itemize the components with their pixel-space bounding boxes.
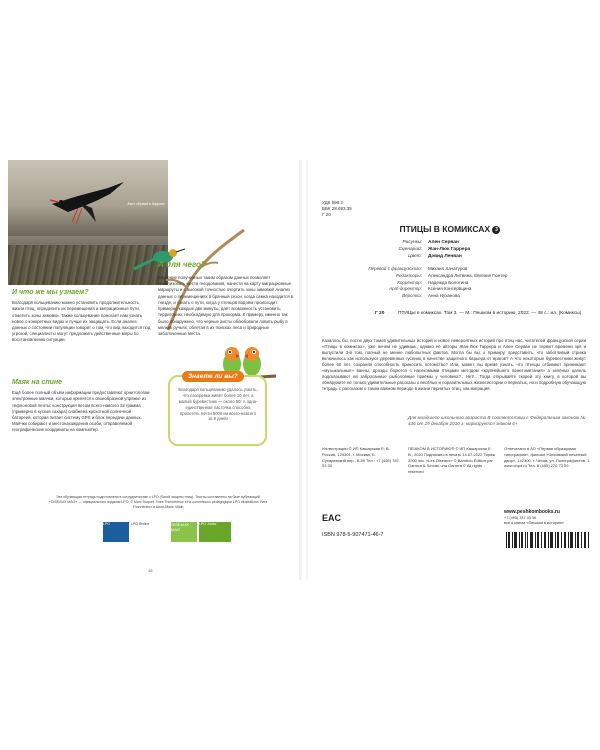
book-spread: [8, 160, 592, 580]
section-back-heading: Маяк на спине: [12, 379, 63, 386]
staff-row: Перевод с французского: Михаил Хачатуров: [368, 266, 468, 271]
udk-code: УДК 598.2: [322, 200, 343, 205]
section-back-text: Ещё более полный объём информации предоставляют орнитологам электронные маячки, которые крепятся к своеобразной упряжке из тефлоновой ленты; конструкция весом всего-навсего 32 грамма (примерно 6 кусков сахара) снабжена крохотной солнечной батареей, которая питает систему GPS и блок передачи данных. Маячки собирают и местонахождения особи, отправляемой географические координаты на компьютер.: [12, 390, 150, 433]
staff-credits: [318, 266, 588, 300]
eac-mark: EAC: [322, 513, 342, 523]
bbk-code: ББК 28.693.35: [322, 206, 352, 212]
lpo-logo: LPO: [103, 522, 129, 542]
publisher-note: все о книгах «Пешком в историю»: [504, 521, 565, 526]
acknowledgement: Эта обучающая тетрадь подготовлена в сотрудничестве с LPO (Лигой защиты птиц). Тексты составлены на базе публикаций «OISEAUX MAG» — официального издания LPO. © Marc Duquet, Yves Thonnérieux et la commission pédagogique LPO Illustrations Yves Thonnérieux и Anne-Marie Vilain: [48, 495, 268, 509]
imprint-col-2: ПЕШКОМ В ИСТОРИЮ® © ИП Кашарская Е. В., 2020 Подписано в печать 14.07.2022 Тираж 2000 экз. «Les Oiseaux» © Bamboo Édition par Garrera & Servan чна Garrera © All rights reserved: [408, 446, 496, 475]
page-number: 48: [148, 568, 153, 573]
credit-row: Цвет: Дэвид Ленван: [408, 253, 462, 259]
section-why-heading: А для чего?: [158, 260, 206, 269]
volume-badge: 3: [492, 226, 500, 234]
section-why: [158, 275, 296, 339]
imprint-col-3: Отпечатано в АО «Первая образцовая типография», филиал «Чеховский печатный двор», 142300, г. Чехов, ул. Полиграфистов, 1 www.chpd.ru Тел. 8 (495) 270 73 59: [504, 446, 590, 469]
left-page: [8, 160, 300, 580]
biblio-entry: ПТИЦЫ в комиксах. Том 3. — М.: Пешком в историю, 2022. — 48 с.: ил. (Комиксы): [398, 311, 582, 316]
section-what-text: Благодаря кольцеванию можно установить продолжительность жизни птиц, определить их перемещения и миграционные пути, отметить зоны зимовки. Также кольцевание помогает нам узнать новое о конкретных видах и лучше их защищать. Если анализ данных о состоянии популяции говорит о том, что вид находится под угрозой, специалисты могут предложить действенные меры по восстановлению ситуации.: [12, 300, 151, 343]
section-why-text: Изучение полученных таким образом данных позволяет локализовать места гнездования, нанести на карту миграционные маршруты и с высокой точностью очертить зоны зимовки! Анализ данных о перемещениях в брачный сезон, когда самка находится в гнезде, и узнать о пути, когда у птенцов водоём происходит примерно каждые две минуты, даёт возможность установить территорию, необходимую для прокорма. К примеру, именно так было обнаружено, что черные аисты облюбовали ловить рыбу в мелких ручьях, облетая в их поисках леса и природные заболоченные места.: [158, 275, 294, 336]
staff-row: Арт-директор: Ксения Консервцина: [389, 286, 472, 292]
credit-row: Сценарий: Жан-Люк Гаррера: [398, 246, 471, 252]
lpo-rhone-logo: LPO Rhône: [131, 522, 150, 526]
bee-eater-illustration: [128, 235, 188, 280]
author-code: Г 20: [322, 212, 331, 218]
publisher-info: [504, 509, 592, 527]
staff-row: Корректор: Надежда Болотина: [397, 279, 469, 285]
stork-illustration: [48, 178, 128, 233]
credit-row: Рисунки: Ален Серван: [402, 240, 459, 245]
did-you-know-box: [168, 375, 267, 446]
oiseaux-mag-logo: OISEAUX MAG: [171, 522, 197, 542]
section-what-heading: И что же мы узнаем?: [12, 289, 89, 296]
section-what: [12, 288, 152, 346]
section-back: [12, 378, 152, 436]
right-page: [308, 160, 592, 580]
partner-logos: [103, 522, 253, 542]
staff-row: Вёрстка: Анна Нуханова: [402, 293, 460, 298]
isbn: ISBN 978-5-907471-46-7: [322, 532, 384, 538]
did-you-know-text: Благодаря кольцеванию удалось узнать, что лазоревка живёт более 10 лет, а малый буревестник — около 50! А одна-единственная ласточка способна пролететь почти 5000 км всего-навсего за 8 дней!: [178, 387, 258, 422]
barcode-icon: [504, 532, 592, 550]
book-title: [308, 224, 592, 234]
main-credits: [318, 240, 588, 261]
biblio-code: Г 20: [375, 311, 385, 316]
age-rating-note: Для младшего школьного возраста В соответствии с Федеральным законом № 436 от 29 декабря 2010 г. маркируется знаком 6+: [408, 415, 586, 427]
classification-codes: [322, 200, 352, 218]
imprint-col-1: Иллюстрации © ИП Кашарская Е. В. Россия, 129301, г. Москва, Б. Сухаревский пер., 6-39 Тел.: +7 (495) 787 03 30: [322, 446, 399, 469]
staff-row: Редакторы: Александра Литвина, Евгения Гюнтер: [396, 272, 508, 278]
book-title-text: ПТИЦЫ В КОМИКСАХ: [399, 224, 491, 234]
imprint-block: [322, 446, 592, 506]
book-annotation: Казалось бы, после двух томов удивительных историй и новое невероятных историй про птиц нас, читателей французской серии «Птицы в комиксах», уже ничем не удивишь, однако её авторы Жан-Люк Гаррера и Ален Серван не теряют времени зря и выпустили 3-й том, полный не менее любопытных фактов. Могла бы вы, к примеру, представить, что заботливый стрижа включилось как используют деревянных гусениц в качестве защитного барьера от врагов? А что некоторые буревестники живут более 60 лет, сохраняя способность приносить потомство? Или, может, вы время узнать, что птенцы отбивают принимают «музыкальные» ванны, дрозды борются с насекомыми птицами методом «крупнейшего пометометания» а зелёных цапель подсказывают ей забросанные рыболовные приёмы у человека?.. Нет!.. Тогда открывайте скорей эту книгу, в которой вы обнаружите не только удивительные рассказы о весёлых и поразительных жизни истории о пернатых, но и подробную обучающую тетрадь с рассказом о таком важном периоде в жизни пернатых птиц, как миграция.: [322, 338, 586, 392]
lpo-junior-logo: LPO Junior: [199, 522, 231, 542]
section-why-heading-wrap: [158, 259, 216, 273]
publisher-phone: +7 (495) 787 03 30: [504, 516, 537, 520]
photo-caption: Аист чёрный в Африке: [127, 202, 165, 206]
publisher-site: www.peshkombooks.ru: [504, 509, 560, 515]
did-you-know-title: Знаете ли вы?: [182, 371, 244, 382]
